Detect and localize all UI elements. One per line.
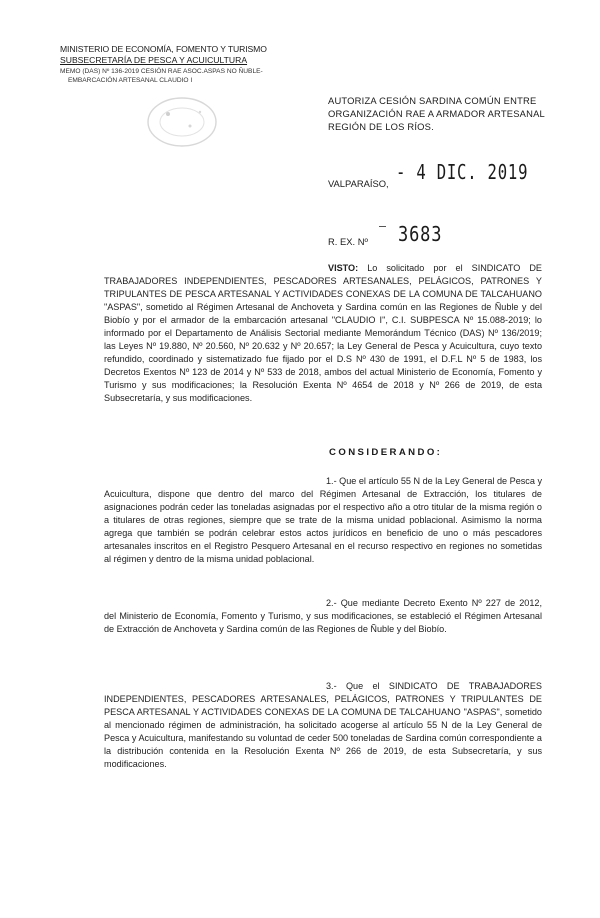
memo-reference: MEMO (DAS) Nº 136-2019 CESIÓN RAE ASOC.ASPAS NO ÑUBLE- [60,68,263,75]
letterhead [60,44,300,85]
place-label: VALPARAÍSO, [328,178,389,189]
resolution-number-mark [379,226,386,227]
memo-reference-continued: EMBARCACIÓN ARTESANAL CLAUDIO I [68,77,193,84]
visto-lead: VISTO: [328,263,359,273]
resolution-subject: AUTORIZA CESIÓN SARDINA COMÚN ENTRE ORGANIZACIÓN RAE A ARMADOR ARTESANAL REGIÓN DE LOS RÍOS. [328,95,545,132]
visto-text: Lo solicitado por el SINDICATO DE TRABAJADORES INDEPENDIENTES, PESCADORES ARTESANALES, PELÁGICOS, PATRONES Y TRIPULANTES DE PESCA ARTESANAL Y ACTIVIDADES CONEXAS DE LA COMUNA DE TALCAHUANO "ASPAS", sometido al Régimen Artesanal de Anchoveta y Sardina común en las Regiones de Ñuble y del Biobío y por el armador de la embarcación artesanal "CLAUDIO I", C.I. SUBPESCA Nº 15.088-2019; lo informado por el Departamento de Análisis Sectorial mediante Memorándum Técnico (DAS) Nº 136/2019; las Leyes Nº 19.880, Nº 20.560, Nº 20.632 y Nº 20.657; la Ley General de Pesca y Acuicultura, cuyo texto refundido, coordinado y sistematizado fue fijado por el D.S Nº 430 de 1991, el D.F.L Nº 5 de 1983, los Decretos Exentos Nº 123 de 2014 y Nº 533 de 2018, ambos del actual Ministerio de Economía, Fomento y Turismo y sus modificaciones; la Resolución Exenta Nº 4654 de 2018 y Nº 266 de 2019, de esta Subsecretaría, y sus modificaciones. [104,263,542,403]
faded-stamp-icon [138,92,228,152]
resolution-number: 3683 [398,222,443,246]
ministry-name: MINISTERIO DE ECONOMÍA, FOMENTO Y TURISMO [60,44,267,54]
resolution-date: - 4 DIC. 2019 [396,160,529,184]
subsecretaria-name: SUBSECRETARÍA DE PESCA Y ACUICULTURA [60,55,248,65]
considerando-heading: CONSIDERANDO: [329,447,443,458]
considerando-paragraph-1: 1.- Que el artículo 55 N de la Ley General de Pesca y Acuicultura, dispone que dentro del marco del Régimen Artesanal de Extracción, los titulares de asignaciones podrán ceder las toneladas asignadas por el respectivo año a otro titular de la misma región o a titulares de otras regiones, siempre que se trate de la misma unidad poblacional. Asimismo la norma agrega que también se podrán celebrar estos actos jurídicos en beneficio de uno o más pescadores artesanales inscritos en el Registro Pesquero Artesanal en el recurso respectivo en regiones no sometidas al régimen y dentro de la misma unidad poblacional. [104,476,542,564]
resolution-label: R. EX. Nº [328,236,368,247]
considerando-paragraph-3: 3.- Que el SINDICATO DE TRABAJADORES INDEPENDIENTES, PESCADORES ARTESANALES, PELÁGICOS, PATRONES Y TRIPULANTES DE PESCA ARTESANAL Y ACTIVIDADES CONEXAS DE LA COMUNA DE TALCAHUANO "ASPAS", sometido al mencionado régimen de administración, ha solicitado acogerse al artículo 55 N de la Ley General de Pesca y Acuicultura, manifestando su voluntad de ceder 500 toneladas de Sardina común correspondiente a la distribución contenida en la Resolución Exenta Nº 266 de 2019, de esta Subsecretaría, y sus modificaciones. [104,681,542,769]
visto-paragraph [104,262,542,405]
considerando-paragraph-2: 2.- Que mediante Decreto Exento Nº 227 de 2012, del Ministerio de Economía, Fomento y Turismo, y sus modificaciones, se estableció el Régimen Artesanal de Extracción de Anchoveta y Sardina común de las Regiones de Ñuble y del Biobío. [104,598,542,634]
